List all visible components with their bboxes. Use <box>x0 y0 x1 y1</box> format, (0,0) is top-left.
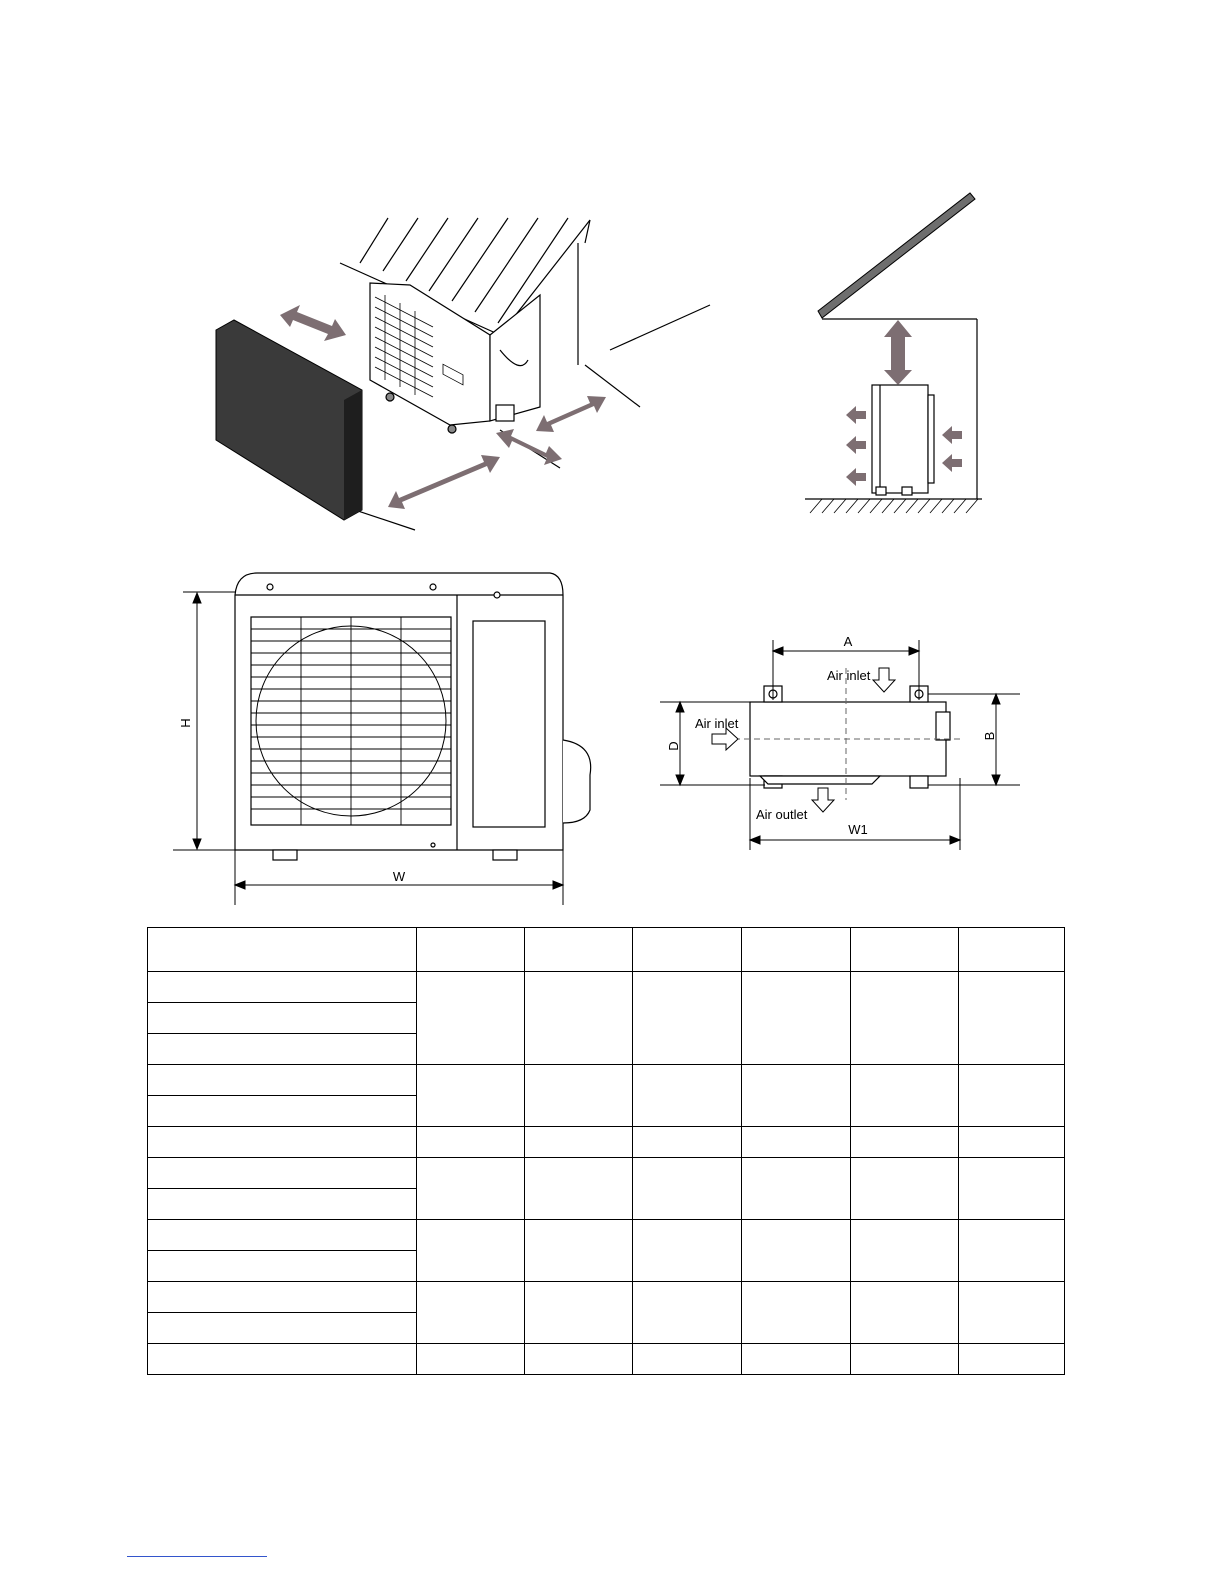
table-cell <box>742 1065 851 1127</box>
table-cell <box>524 972 633 1065</box>
table-cell <box>148 1158 417 1189</box>
table-cell <box>742 1344 851 1375</box>
table-header-cell <box>416 928 524 972</box>
table-cell <box>148 1065 417 1096</box>
dimension-spec-table <box>147 927 1065 1375</box>
table-cell <box>633 1127 742 1158</box>
unit-top-outline <box>750 686 950 788</box>
table-cell <box>416 1282 524 1344</box>
table-cell <box>148 1034 417 1065</box>
table-cell <box>959 1158 1065 1220</box>
table-cell <box>959 1127 1065 1158</box>
table-header-row <box>148 928 1065 972</box>
table-cell <box>416 1065 524 1127</box>
side-clearance-diagram <box>800 185 1000 525</box>
table-cell <box>416 1158 524 1220</box>
table-row <box>148 1127 1065 1158</box>
table-cell <box>633 1344 742 1375</box>
table-cell <box>148 1189 417 1220</box>
outdoor-unit-side <box>872 385 934 495</box>
table-cell <box>524 1065 633 1127</box>
table-header-cell <box>742 928 851 972</box>
table-cell <box>633 1220 742 1282</box>
table-row <box>148 972 1065 1003</box>
top-view-diagram <box>650 628 1030 853</box>
table-cell <box>148 972 417 1003</box>
dim-label-b: B <box>982 731 997 741</box>
table-cell <box>633 1065 742 1127</box>
dim-label-h: H <box>178 718 193 728</box>
table-cell <box>633 1282 742 1344</box>
table-cell <box>524 1282 633 1344</box>
table-cell <box>148 1251 417 1282</box>
roof-slab <box>818 193 975 318</box>
table-cell <box>742 1158 851 1220</box>
table-cell <box>851 1065 959 1127</box>
table-cell <box>524 1344 633 1375</box>
table-header-cell <box>851 928 959 972</box>
table-cell <box>148 1003 417 1034</box>
table-row <box>148 1220 1065 1251</box>
table-cell <box>148 1220 417 1251</box>
unit-front-body <box>235 573 591 860</box>
dim-label-d: D <box>666 741 681 751</box>
table-cell <box>148 1313 417 1344</box>
dim-label-w: W <box>392 869 406 884</box>
table-cell <box>416 1220 524 1282</box>
table-cell <box>851 1158 959 1220</box>
clearance-perspective-diagram <box>200 185 760 545</box>
table-row <box>148 1158 1065 1189</box>
table-cell <box>851 1282 959 1344</box>
table-cell <box>633 972 742 1065</box>
table-cell <box>524 1158 633 1220</box>
table-cell <box>148 1282 417 1313</box>
table-header-cell <box>148 928 417 972</box>
outdoor-unit-perspective <box>370 283 540 433</box>
table-cell <box>633 1158 742 1220</box>
table-cell <box>416 972 524 1065</box>
table-cell <box>524 1127 633 1158</box>
table-cell <box>959 1065 1065 1127</box>
table-cell <box>742 1282 851 1344</box>
table-header-cell <box>524 928 633 972</box>
table-cell <box>148 1344 417 1375</box>
table-cell <box>959 1344 1065 1375</box>
air-inlet-left-label: Air inlet <box>695 716 739 731</box>
air-outlet-label: Air outlet <box>756 807 808 822</box>
table-row <box>148 1065 1065 1096</box>
table-cell <box>416 1344 524 1375</box>
dim-label-a: A <box>843 634 853 649</box>
table-cell <box>851 1127 959 1158</box>
obstacle-wall-panel <box>216 320 362 520</box>
front-view-diagram <box>165 565 585 910</box>
table-cell <box>742 1220 851 1282</box>
table-cell <box>851 1220 959 1282</box>
table-cell <box>959 1220 1065 1282</box>
table-cell <box>959 1282 1065 1344</box>
table-cell <box>959 972 1065 1065</box>
table-cell <box>148 1127 417 1158</box>
air-inlet-top-label: Air inlet <box>827 668 871 683</box>
table-row <box>148 1344 1065 1375</box>
table-header-cell <box>959 928 1065 972</box>
table-cell <box>851 972 959 1065</box>
table-row <box>148 1282 1065 1313</box>
table-cell <box>148 1096 417 1127</box>
table-header-cell <box>633 928 742 972</box>
table-cell <box>742 972 851 1065</box>
table-cell <box>851 1344 959 1375</box>
table-cell <box>416 1127 524 1158</box>
table-cell <box>742 1127 851 1158</box>
table-cell <box>524 1220 633 1282</box>
dim-label-w1: W1 <box>848 822 868 837</box>
footer-link-underline[interactable] <box>127 1556 267 1557</box>
